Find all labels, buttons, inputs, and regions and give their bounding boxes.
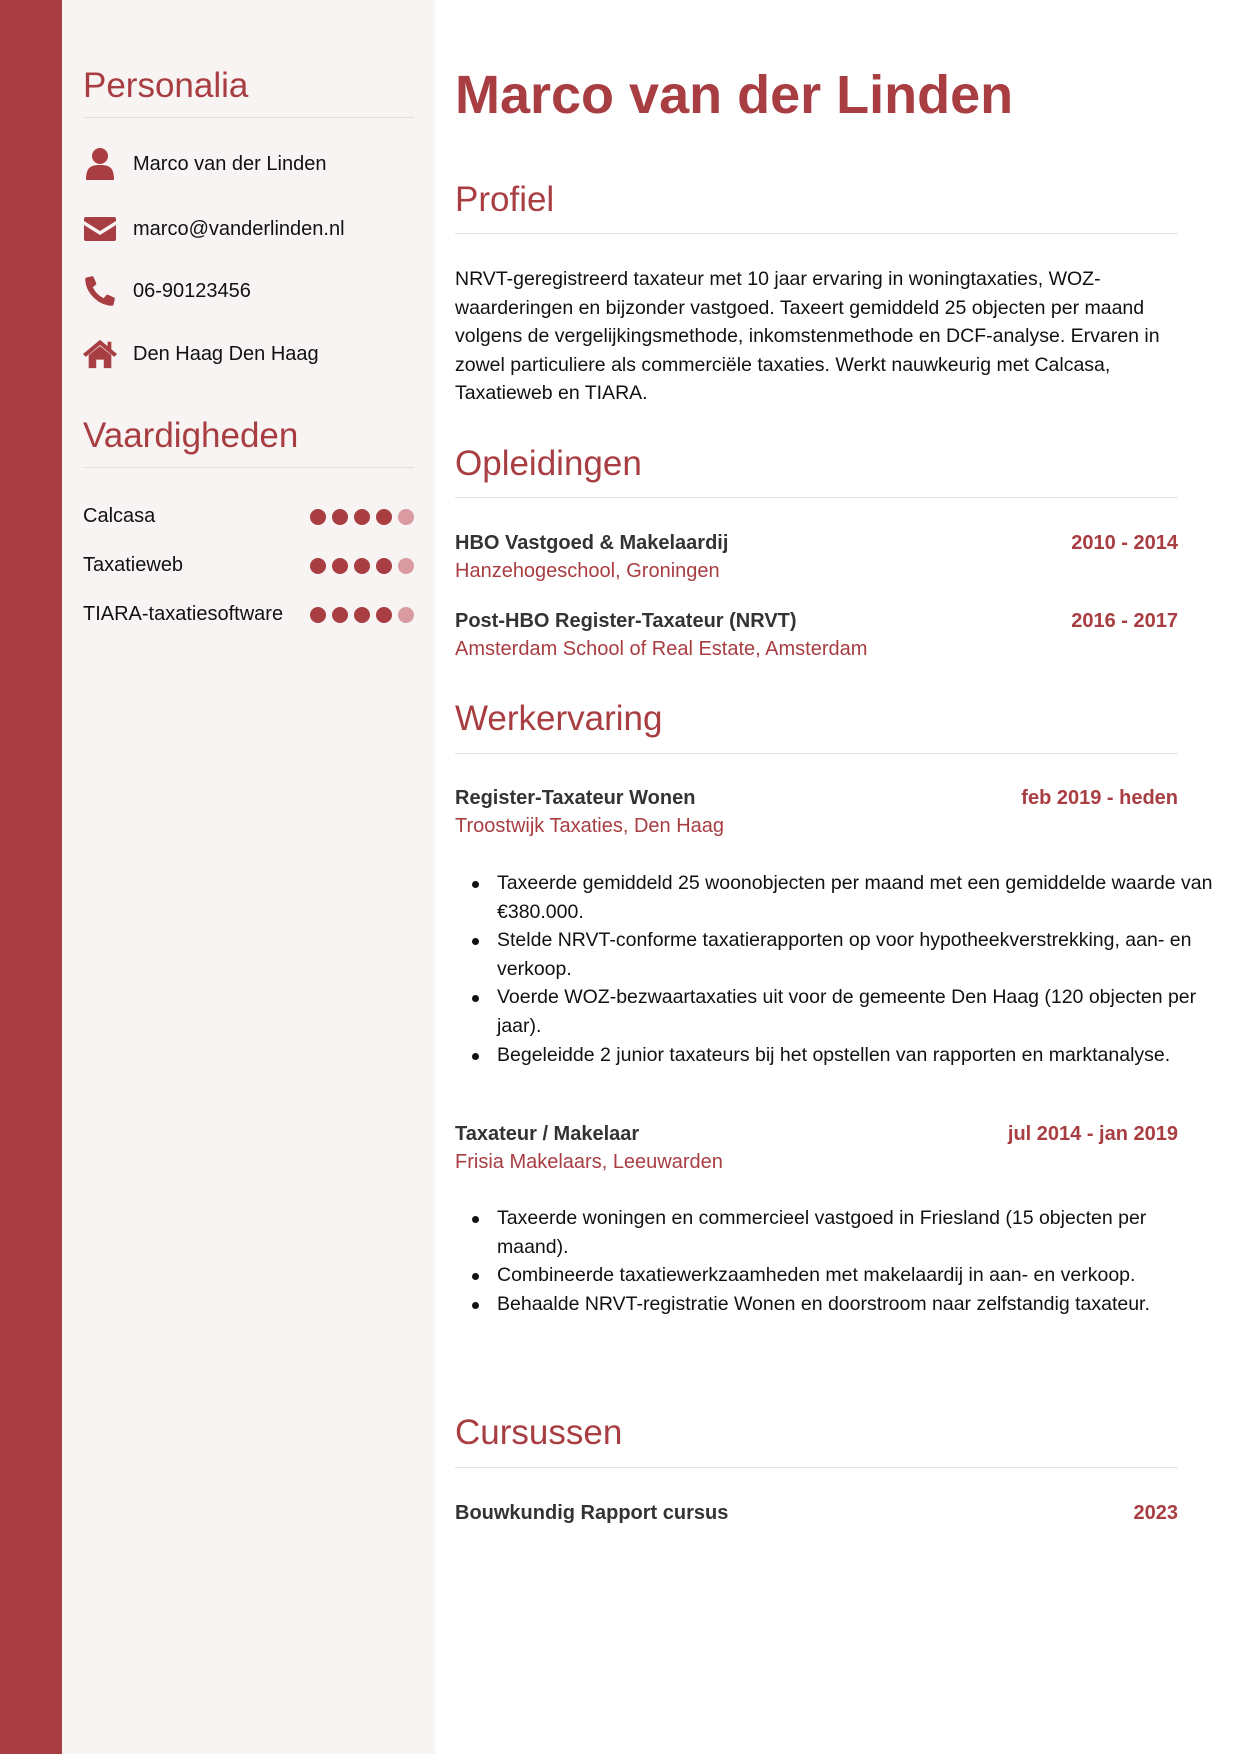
personalia-section bbox=[83, 68, 414, 118]
experience-heading: Werkervaring bbox=[455, 699, 663, 738]
rating-dot-filled bbox=[354, 509, 370, 525]
rating-dot-filled bbox=[310, 607, 326, 623]
contact-phone-row bbox=[83, 274, 251, 308]
rating-dot-empty bbox=[398, 509, 414, 525]
rating-dot-filled bbox=[376, 558, 392, 574]
contact-address-row bbox=[83, 337, 319, 371]
course-date: 2023 bbox=[1133, 1502, 1178, 1524]
skill-name: Taxatieweb bbox=[83, 554, 184, 576]
personalia-divider bbox=[83, 117, 414, 118]
candidate-name: Marco van der Linden bbox=[455, 65, 1014, 125]
job-title: Register-Taxateur Wonen bbox=[455, 787, 696, 809]
education-title: HBO Vastgoed & Makelaardij bbox=[455, 532, 729, 554]
job-bullet: Stelde NRVT-conforme taxatierapporten op voor hypotheekverstrekking, aan- en verkoop. bbox=[497, 926, 1220, 983]
job-bullet: Taxeerde gemiddeld 25 woonobjecten per maand met een gemiddelde waarde van €380.000. bbox=[497, 869, 1220, 926]
rating-dot-filled bbox=[332, 607, 348, 623]
education-institution: Hanzehogeschool, Groningen bbox=[455, 560, 720, 582]
job-company: Frisia Makelaars, Leeuwarden bbox=[455, 1151, 723, 1173]
skills-heading: Vaardigheden bbox=[83, 416, 299, 455]
rating-dot-filled bbox=[332, 558, 348, 574]
contact-name-row bbox=[83, 147, 327, 181]
job-bullet: Taxeerde woningen en commercieel vastgoed in Friesland (15 objecten per maand). bbox=[497, 1204, 1220, 1261]
skill-row bbox=[83, 503, 414, 533]
rating-dot-filled bbox=[310, 558, 326, 574]
job-bullet: Voerde WOZ-bezwaartaxaties uit voor de gemeente Den Haag (120 objecten per jaar). bbox=[497, 983, 1220, 1040]
profile-divider bbox=[455, 233, 1178, 234]
rating-dot-filled bbox=[354, 558, 370, 574]
skills-divider bbox=[83, 467, 414, 468]
contact-email[interactable]: marco@vanderlinden.nl bbox=[133, 217, 345, 240]
contact-email-row bbox=[83, 212, 345, 246]
contact-phone[interactable]: 06-90123456 bbox=[133, 279, 251, 302]
job-date: feb 2019 - heden bbox=[1021, 787, 1178, 809]
education-heading: Opleidingen bbox=[455, 444, 642, 483]
job-company: Troostwijk Taxaties, Den Haag bbox=[455, 815, 725, 837]
phone-icon bbox=[83, 274, 117, 308]
profile-text: NRVT-geregistreerd taxateur met 10 jaar ervaring in woningtaxaties, WOZ-waarderingen en bijzonder vastgoed. Taxeert gemiddeld 25 objecten per maand volgens de vergelijkingsmethode, inkomstenmethode en DCF-analyse. Ervaren in zowel particuliere als commerciële taxaties. Werkt nauwkeurig met Calcasa, Taxatieweb en TIARA. bbox=[455, 268, 1160, 405]
education-date: 2016 - 2017 bbox=[1071, 610, 1178, 632]
skills-section bbox=[83, 418, 414, 468]
envelope-icon bbox=[83, 212, 117, 246]
job-date: jul 2014 - jan 2019 bbox=[1007, 1123, 1178, 1145]
job-bullet: Begeleidde 2 junior taxateurs bij het opstellen van rapporten en marktanalyse. bbox=[497, 1041, 1220, 1070]
skill-name: Calcasa bbox=[83, 505, 156, 527]
job-bullet: Behaalde NRVT-registratie Wonen en doorstroom naar zelfstandig taxateur. bbox=[497, 1290, 1220, 1319]
job-bullet: Combineerde taxatiewerkzaamheden met makelaardij in aan- en verkoop. bbox=[497, 1261, 1220, 1290]
skill-rating bbox=[310, 607, 414, 623]
rating-dot-filled bbox=[310, 509, 326, 525]
skill-row bbox=[83, 552, 414, 582]
courses-divider bbox=[455, 1467, 1178, 1468]
personalia-heading: Personalia bbox=[83, 66, 249, 105]
sidebar bbox=[62, 0, 435, 1754]
home-icon bbox=[83, 337, 117, 371]
courses-heading: Cursussen bbox=[455, 1413, 623, 1452]
contact-address: Den Haag Den Haag bbox=[133, 342, 319, 365]
education-divider bbox=[455, 497, 1178, 498]
education-title: Post-HBO Register-Taxateur (NRVT) bbox=[455, 610, 797, 632]
contact-name: Marco van der Linden bbox=[133, 152, 327, 175]
job-title: Taxateur / Makelaar bbox=[455, 1123, 640, 1145]
rating-dot-filled bbox=[376, 607, 392, 623]
course-title: Bouwkundig Rapport cursus bbox=[455, 1502, 729, 1524]
profile-heading: Profiel bbox=[455, 180, 555, 219]
experience-divider bbox=[455, 753, 1178, 754]
job-bullets bbox=[455, 1204, 1220, 1318]
rating-dot-filled bbox=[376, 509, 392, 525]
skill-rating bbox=[310, 509, 414, 525]
skill-row bbox=[83, 601, 414, 631]
job-bullets bbox=[455, 869, 1220, 1069]
skill-rating bbox=[310, 558, 414, 574]
education-date: 2010 - 2014 bbox=[1071, 532, 1178, 554]
education-institution: Amsterdam School of Real Estate, Amsterdam bbox=[455, 638, 868, 660]
skill-name: TIARA-taxatiesoftware bbox=[83, 603, 284, 625]
accent-stripe bbox=[0, 0, 62, 1754]
rating-dot-empty bbox=[398, 558, 414, 574]
user-icon bbox=[83, 147, 117, 181]
rating-dot-filled bbox=[354, 607, 370, 623]
rating-dot-empty bbox=[398, 607, 414, 623]
rating-dot-filled bbox=[332, 509, 348, 525]
